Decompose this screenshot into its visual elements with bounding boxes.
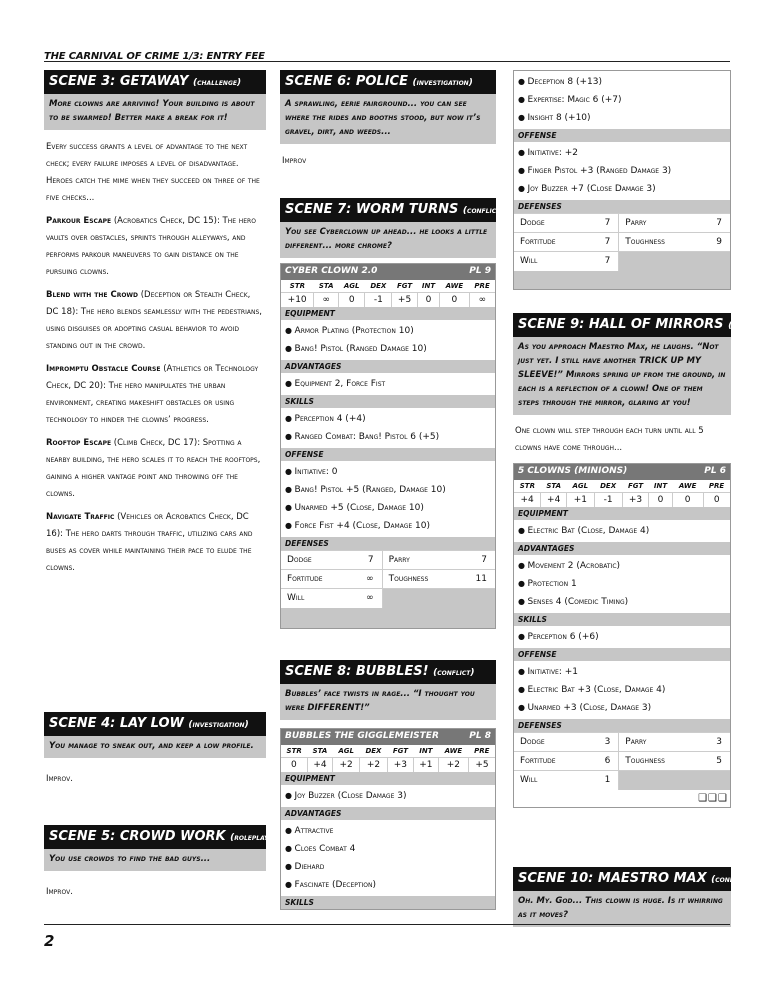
scene10-intro: Oh. My. God... This clown is huge. Is it whirring as it moves? xyxy=(513,891,731,927)
skills-label: SKILLS xyxy=(514,613,730,626)
ability-value: 0 xyxy=(703,493,730,508)
column-right xyxy=(513,70,770,920)
scene5 xyxy=(44,825,273,901)
statblock-footer xyxy=(514,271,730,289)
defenses-label: DEFENSES xyxy=(514,200,730,213)
ability-value: +1 xyxy=(567,493,594,508)
list-item: ● Protection 1 xyxy=(518,575,726,593)
advantages-label: ADVANTAGES xyxy=(514,542,730,555)
defenses-label: DEFENSES xyxy=(281,537,495,550)
ability-value: +2 xyxy=(333,758,360,773)
scene6-kind: (investigation) xyxy=(412,78,473,88)
equipment-label: EQUIPMENT xyxy=(281,307,495,320)
ability-value: 0 xyxy=(440,293,470,308)
ability-header: AWE xyxy=(444,747,463,755)
column-left xyxy=(44,70,273,897)
list-item: ● Initiative: +1 xyxy=(518,663,726,681)
ability-value: +5 xyxy=(392,293,418,308)
scene10-title-text: SCENE 10: MAESTRO MAX xyxy=(518,871,707,886)
bubbles-statblock xyxy=(280,728,496,910)
page-header-title: THE CARNIVAL OF CRIME 1/3: ENTRY FEE xyxy=(44,51,265,62)
scene3-title xyxy=(44,70,266,94)
cyber-clown-statblock xyxy=(280,263,496,629)
scene7-title xyxy=(280,198,505,222)
ability-value: +3 xyxy=(387,758,413,773)
def-label: Toughness xyxy=(619,752,700,771)
defenses-table xyxy=(281,550,495,608)
def-label: Will xyxy=(281,589,350,608)
check-item xyxy=(46,361,264,429)
skills-label: SKILLS xyxy=(281,896,495,909)
scene4-body: Improv. xyxy=(46,774,73,784)
check-name: Blend with the Crowd xyxy=(46,290,139,300)
ability-header: INT xyxy=(653,482,668,490)
ability-value: +5 xyxy=(469,758,496,773)
ability-value: 0 xyxy=(339,293,365,308)
statblock-pl: PL 9 xyxy=(469,266,491,276)
ability-header: INT xyxy=(419,747,433,755)
def-value: ∞ xyxy=(350,570,382,589)
defenses-table xyxy=(514,213,730,271)
bubbles-statblock-continued xyxy=(513,70,731,290)
check-name: Navigate Traffic xyxy=(46,512,115,522)
advantages-list xyxy=(281,373,495,395)
def-value: 1 xyxy=(588,771,619,790)
list-item: ● Insight 8 (+10) xyxy=(518,109,726,127)
statblock-name: BUBBLES THE GIGGLEMEISTER xyxy=(285,731,439,741)
ability-value: +4 xyxy=(514,493,541,508)
check-name: Rooftop Escape xyxy=(46,438,112,448)
list-item: ● Diehard xyxy=(285,858,491,876)
list-item: ● Electric Bat +3 (Close, Damage 4) xyxy=(518,681,726,699)
scene10 xyxy=(513,867,753,927)
list-item: ● Armor Plating (Protection 10) xyxy=(285,322,491,340)
def-value: 7 xyxy=(588,214,619,233)
scene3-kind: (challenge) xyxy=(193,78,242,88)
scene5-body: Improv. xyxy=(46,887,73,897)
check-detail: (Athletics or Technology Check, DC 20): The hero manipulates the urban environment, creating makeshift obstacles or using technology to hinder the clowns’ progress. xyxy=(46,364,259,425)
scene9-intro: As you approach Maestro Max, he laughs. “Not just yet. I still have another TRICK UP MY SLEEVE!” Mirrors spring up from the ground, in each is a reflection of a clown! One of them steps through the mirror, glaring at you! xyxy=(513,337,731,415)
ability-value: -1 xyxy=(594,493,622,508)
scene7-intro: You see Cyberclown up ahead... he looks a little different... more chrome? xyxy=(280,222,496,258)
ability-header: STR xyxy=(519,482,535,490)
advantages-list xyxy=(281,820,495,896)
def-value: 3 xyxy=(588,733,619,752)
def-label: Parry xyxy=(619,214,700,233)
offense-label: OFFENSE xyxy=(514,129,730,142)
scene9 xyxy=(513,313,770,808)
offense-list xyxy=(281,461,495,537)
scene6-title-text: SCENE 6: POLICE xyxy=(285,74,408,89)
column-middle xyxy=(280,70,505,907)
scene8-intro: Bubbles’ face twists in rage... “I thought you were DIFFERENT!” xyxy=(280,684,496,720)
defenses-label: DEFENSES xyxy=(514,719,730,732)
def-label: Will xyxy=(514,252,588,271)
def-label: Dodge xyxy=(514,733,588,752)
ability-header: AWE xyxy=(678,482,697,490)
ability-value: 0 xyxy=(417,293,439,308)
list-item: ● Fascinate (Deception) xyxy=(285,876,491,894)
check-detail: (Vehicles or Acrobatics Check, DC 16): The hero darts through traffic, utilizing cars and buses as cover while maintaining their pace to elude the clowns. xyxy=(46,512,253,573)
scene9-title-text: SCENE 9: HALL OF MIRRORS xyxy=(518,317,724,332)
statblock-name: 5 CLOWNS (MINIONS) xyxy=(518,466,628,476)
scene3-intro: More clowns are arriving! Your building is about to be swarmed! Better make a break for it! xyxy=(44,94,266,130)
skills-list xyxy=(514,626,730,648)
list-item: ● Finger Pistol +3 (Ranged Damage 3) xyxy=(518,162,726,180)
list-item: ● Attractive xyxy=(285,822,491,840)
def-value: 7 xyxy=(699,214,730,233)
statblock-header xyxy=(514,464,730,480)
def-empty xyxy=(699,252,730,271)
scene4 xyxy=(44,712,266,788)
statblock-pl: PL 8 xyxy=(469,731,491,741)
statblock-header xyxy=(281,729,495,745)
advantages-label: ADVANTAGES xyxy=(281,807,495,820)
def-value: 7 xyxy=(458,551,495,570)
ability-value: +4 xyxy=(307,758,332,773)
def-label: Fortitude xyxy=(514,752,588,771)
ability-value: ∞ xyxy=(469,293,495,308)
check-item xyxy=(46,213,264,281)
ability-value: -1 xyxy=(365,293,392,308)
ability-header: DEX xyxy=(370,282,387,290)
skills-list xyxy=(514,71,730,129)
scene4-kind: (investigation) xyxy=(188,720,249,730)
scene4-intro: You manage to sneak out, and keep a low profile. xyxy=(44,736,266,758)
check-detail: (Deception or Stealth Check, DC 18): The hero blends seamlessly with the pedestrians, using disguises or adopting casual behavior to avoid standing out in the crowd. xyxy=(46,290,262,351)
def-value: 7 xyxy=(588,233,619,252)
scene3-body xyxy=(44,136,266,577)
equipment-label: EQUIPMENT xyxy=(281,772,495,785)
ability-header: AGL xyxy=(343,282,360,290)
ability-header: INT xyxy=(421,282,436,290)
ability-header: STA xyxy=(312,747,328,755)
def-label: Parry xyxy=(382,551,458,570)
scene7 xyxy=(280,198,505,629)
equipment-list xyxy=(514,520,730,542)
skills-list xyxy=(281,408,495,448)
page-number: 2 xyxy=(44,932,55,950)
scene8-title xyxy=(280,660,496,684)
ability-value: 0 xyxy=(281,758,307,773)
list-item: ● Bang! Pistol +5 (Ranged, Damage 10) xyxy=(285,481,491,499)
def-value: 9 xyxy=(699,233,730,252)
list-item: ● Joy Buzzer (Close Damage 3) xyxy=(285,787,491,805)
clowns-statblock xyxy=(513,463,731,808)
scene5-intro: You use crowds to find the bad guys... xyxy=(44,849,266,871)
scene9-title xyxy=(513,313,770,337)
def-empty xyxy=(619,252,700,271)
ability-header: DEX xyxy=(365,747,382,755)
ability-header: AWE xyxy=(445,282,464,290)
scene5-kind: (roleplay) xyxy=(230,833,273,843)
ability-value: +2 xyxy=(438,758,468,773)
list-item: ● Unarmed +3 (Close, Damage 3) xyxy=(518,699,726,717)
def-value: 7 xyxy=(350,551,382,570)
def-value: 11 xyxy=(458,570,495,589)
def-value: 7 xyxy=(588,252,619,271)
ability-header: PRE xyxy=(708,482,725,490)
ability-value: +4 xyxy=(541,493,567,508)
ability-header: AGL xyxy=(572,482,589,490)
skills-label: SKILLS xyxy=(281,395,495,408)
abilities-table xyxy=(281,280,495,307)
def-value: 5 xyxy=(699,752,730,771)
ability-header: AGL xyxy=(338,747,354,755)
list-item: ● Expertise: Magic 6 (+7) xyxy=(518,91,726,109)
def-empty xyxy=(619,771,700,790)
scene4-title xyxy=(44,712,266,736)
ability-header: PRE xyxy=(474,282,490,290)
defenses-table xyxy=(514,732,730,790)
scene5-title xyxy=(44,825,273,849)
def-label: Toughness xyxy=(619,233,700,252)
ability-header: PRE xyxy=(474,747,490,755)
def-label: Fortitude xyxy=(514,233,588,252)
list-item: ● Equipment 2, Force Fist xyxy=(285,375,491,393)
list-item: ● Initiative: +2 xyxy=(518,144,726,162)
offense-label: OFFENSE xyxy=(281,448,495,461)
advantages-label: ADVANTAGES xyxy=(281,360,495,373)
ability-header: STR xyxy=(289,282,306,290)
equipment-list xyxy=(281,785,495,807)
scene6-body: Improv xyxy=(282,156,307,166)
check-detail: (Acrobatics Check, DC 15): The hero vaults over obstacles, sprints through alleyways, and performs parkour maneuvers to gain distance on the pursuing clowns. xyxy=(46,216,256,277)
page-footer xyxy=(44,924,730,950)
def-empty xyxy=(699,771,730,790)
advantages-list xyxy=(514,555,730,613)
def-label: Toughness xyxy=(382,570,458,589)
check-name: Parkour Escape xyxy=(46,216,112,226)
statblock-name: CYBER CLOWN 2.0 xyxy=(285,266,378,276)
def-label: Dodge xyxy=(281,551,350,570)
scene10-kind: (conflict) xyxy=(711,875,753,885)
ability-value: ∞ xyxy=(314,293,339,308)
scene4-title-text: SCENE 4: LAY LOW xyxy=(49,716,184,731)
check-item xyxy=(46,287,264,355)
list-item: ● Movement 2 (Acrobatic) xyxy=(518,557,726,575)
scene7-title-text: SCENE 7: WORM TURNS xyxy=(285,202,459,217)
list-item: ● Initiative: 0 xyxy=(285,463,491,481)
list-item: ● Unarmed +5 (Close, Damage 10) xyxy=(285,499,491,517)
def-label: Will xyxy=(514,771,588,790)
scene8-title-text: SCENE 8: BUBBLES! xyxy=(285,664,429,679)
check-item xyxy=(46,435,264,503)
page-header xyxy=(44,44,730,62)
ability-value: +2 xyxy=(360,758,388,773)
scene6-intro: A sprawling, eerie fairground... you can see where the rides and booths stood, but now it’s gravel, dirt, and weeds... xyxy=(280,94,496,144)
equipment-list xyxy=(281,320,495,360)
ability-header: FGT xyxy=(392,747,408,755)
def-value: 3 xyxy=(699,733,730,752)
statblock-pl: PL 6 xyxy=(704,466,726,476)
scene8 xyxy=(280,660,496,910)
list-item: ● Perception 4 (+4) xyxy=(285,410,491,428)
scene8-kind: (conflict) xyxy=(433,668,475,678)
check-item xyxy=(46,509,264,577)
scene3-title-text: SCENE 3: GETAWAY xyxy=(49,74,189,89)
ability-value: +1 xyxy=(414,758,439,773)
scene9-body: One clown will step through each turn until all 5 clowns have come through... xyxy=(515,426,704,453)
scene6-title xyxy=(280,70,496,94)
list-item: ● Perception 6 (+6) xyxy=(518,628,726,646)
ability-header: STR xyxy=(286,747,302,755)
scene3-body-text: Every success grants a level of advantage to the next check; every failure imposes a level of disadvantage. Heroes catch the mime when they succeed on three of the five checks... xyxy=(46,142,260,203)
scene5-title-text: SCENE 5: CROWD WORK xyxy=(49,829,226,844)
abilities-table xyxy=(514,480,730,507)
abilities-table xyxy=(281,745,495,772)
def-value: 6 xyxy=(588,752,619,771)
ability-value: 0 xyxy=(672,493,703,508)
check-detail: (Climb Check, DC 17): Spotting a nearby building, the hero scales it to reach the rooftops, gaining a higher vantage point and throwing off the clowns. xyxy=(46,438,261,499)
ability-value: +3 xyxy=(622,493,649,508)
ability-header: STA xyxy=(546,482,562,490)
def-label: Fortitude xyxy=(281,570,350,589)
ability-header: DEX xyxy=(600,482,617,490)
list-item: ● Electric Bat (Close, Damage 4) xyxy=(518,522,726,540)
equipment-label: EQUIPMENT xyxy=(514,507,730,520)
check-name: Impromptu Obstacle Course xyxy=(46,364,161,374)
statblock-header xyxy=(281,264,495,280)
def-value: ∞ xyxy=(350,589,382,608)
def-empty xyxy=(458,589,495,608)
offense-label: OFFENSE xyxy=(514,648,730,661)
list-item: ● Bang! Pistol (Ranged Damage 10) xyxy=(285,340,491,358)
list-item: ● Force Fist +4 (Close, Damage 10) xyxy=(285,517,491,535)
def-label: Parry xyxy=(619,733,700,752)
offense-list xyxy=(514,661,730,719)
list-item: ● Deception 8 (+13) xyxy=(518,73,726,91)
ability-value: +10 xyxy=(281,293,314,308)
offense-list xyxy=(514,142,730,200)
scene9-kind: (conflict) xyxy=(728,321,770,331)
list-item: ● Cloes Combat 4 xyxy=(285,840,491,858)
list-item: ● Senses 4 (Comedic Timing) xyxy=(518,593,726,611)
ability-header: FGT xyxy=(627,482,644,490)
def-label: Dodge xyxy=(514,214,588,233)
list-item: ● Ranged Combat: Bang! Pistol 6 (+5) xyxy=(285,428,491,446)
ability-value: 0 xyxy=(649,493,672,508)
statblock-footer xyxy=(281,608,495,628)
minion-checkboxes[interactable]: ❑❑❑ xyxy=(698,792,728,804)
def-empty xyxy=(382,589,458,608)
list-item: ● Joy Buzzer +7 (Close Damage 3) xyxy=(518,180,726,198)
ability-header: FGT xyxy=(396,282,413,290)
scene7-kind: (conflict) xyxy=(462,206,505,216)
scene10-title xyxy=(513,867,753,891)
ability-header: STA xyxy=(318,282,334,290)
